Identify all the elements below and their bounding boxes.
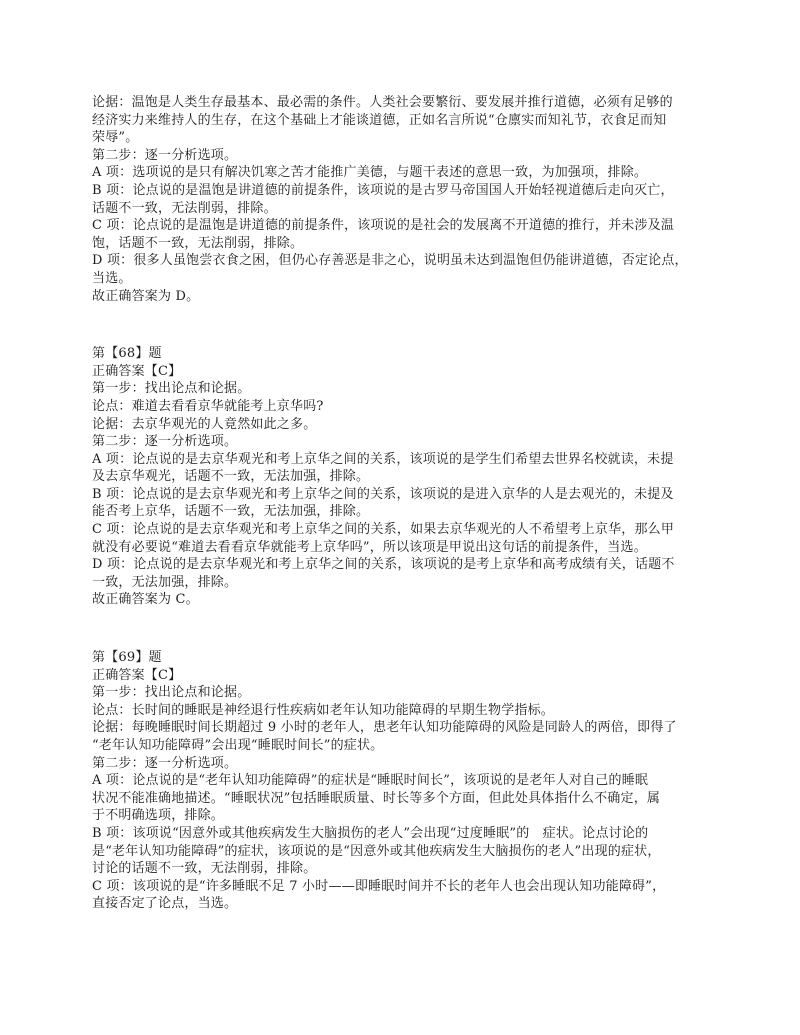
text-line: 于不明确选项，排除。 [92, 808, 225, 824]
text-line: 就没有必要说“难道去看看京华就能考上京华吗”，所以该项是甲说出这句话的前提条件，当选。 [92, 539, 647, 555]
question-69 [92, 649, 710, 913]
text-line: A 项：论点说的是“老年认知功能障碍”的症状是“睡眠时间长”，该项说的是老年人对自己的睡眠 [92, 773, 649, 789]
text-line: 荣辱”。 [92, 130, 139, 146]
text-line: 论据：去京华观光的人竟然如此之多。 [92, 416, 317, 432]
text-line: 能否考上京华，话题不一致，无法加强，排除。 [92, 504, 370, 520]
text-line: 是“老年认知功能障碍”的症状，该项说的是“因意外或其他疾病发生大脑损伤的老人”出现的症状， [92, 843, 661, 859]
text-line: D 项：论点说的是去京华观光和考上京华之间的关系，该项说的是考上京华和高考成绩有关，话题不 [92, 557, 675, 573]
text-line: 论点：难道去看看京华就能考上京华吗? [92, 398, 324, 414]
text-line: 论点：长时间的睡眠是神经退行性疾病如老年认知功能障碍的早期生物学指标。 [92, 702, 555, 718]
answer-line: 故正确答案为 D。 [92, 288, 200, 304]
text-line: 第二步：逐一分析选项。 [92, 147, 238, 163]
text-line: D 项：很多人虽饱尝衣食之困，但仍心存善恶是非之心，说明虽未达到温饱但仍能讲道德，否定论点， [92, 253, 688, 269]
text-line: A 项：选项说的是只有解决饥寒之苦才能推广美德，与题干表述的意思一致，为加强项，排除。 [92, 165, 648, 181]
question-67-continued [92, 94, 710, 305]
text-line: 讨论的话题不一致，无法削弱，排除。 [92, 861, 317, 877]
question-number: 第【68】题 [92, 346, 162, 362]
text-line: 论据：温饱是人类生存最基本、最必需的条件。人类社会要繁衍、要发展并推行道德，必须有足够的 [92, 95, 673, 110]
text-line: C 项：该项说的是“许多睡眠不足 7 小时——即睡眠时间并不长的老年人也会出现认知功能障碍”， [92, 878, 666, 894]
text-line: A 项：论点说的是去京华观光和考上京华之间的关系，该项说的是学生们希望去世界名校就读，未提 [92, 451, 674, 467]
text-line: “老年认知功能障碍”会出现“睡眠时间长”的症状。 [92, 738, 384, 753]
text-line: 饱，话题不一致，无法削弱，排除。 [92, 235, 304, 251]
text-line: 经济实力来维持人的生存，在这个基础上才能谈道德，正如名言所说“仓廪实而知礼节，衣食足而知 [92, 112, 667, 128]
text-line: 第二步：逐一分析选项。 [92, 755, 238, 771]
text-line: 当选。 [92, 270, 132, 286]
text-line: 第一步：找出论点和论据。 [92, 381, 251, 397]
text-line: 第一步：找出论点和论据。 [92, 685, 251, 701]
text-line: 论据：每晚睡眠时间长期超过 9 小时的老年人，患老年认知功能障碍的风险是同龄人的两倍，即得了 [92, 720, 677, 736]
text-line: B 项：论点说的是温饱是讲道德的前提条件，该项说的是古罗马帝国国人开始轻视道德后走向灭亡， [92, 182, 674, 198]
question-68 [92, 345, 710, 609]
correct-answer: 正确答案【C】 [92, 667, 182, 683]
text-line: C 项：论点说的是去京华观光和考上京华之间的关系，如果去京华观光的人不希望考上京华，那么甲 [92, 522, 675, 538]
text-line: B 项：论点说的是去京华观光和考上京华之间的关系，该项说的是进入京华的人是去观光的，未提及 [92, 486, 674, 502]
correct-answer: 正确答案【C】 [92, 363, 182, 379]
text-line: C 项：论点说的是温饱是讲道德的前提条件，该项说的是社会的发展离不开道德的推行，并未涉及温 [92, 218, 675, 234]
text-line: 及去京华观光，话题不一致，无法加强，排除。 [92, 469, 370, 485]
text-line: 一致，无法加强，排除。 [92, 574, 238, 590]
text-line: B 项：该项说“因意外或其他疾病发生大脑损伤的老人”会出现“过度睡眠”的 症状。论点讨论的 [92, 825, 649, 841]
text-line: 第二步：逐一分析选项。 [92, 434, 238, 450]
answer-line: 故正确答案为 C。 [92, 592, 199, 608]
text-line: 状况不能准确地描述。“睡眠状况”包括睡眠质量、时长等多个方面，但此处具体指什么不确定，属 [92, 790, 661, 806]
text-line: 话题不一致，无法削弱，排除。 [92, 200, 277, 216]
question-number: 第【69】题 [92, 650, 162, 666]
text-line: 直接否定了论点，当选。 [92, 896, 238, 912]
document-page [92, 94, 710, 913]
